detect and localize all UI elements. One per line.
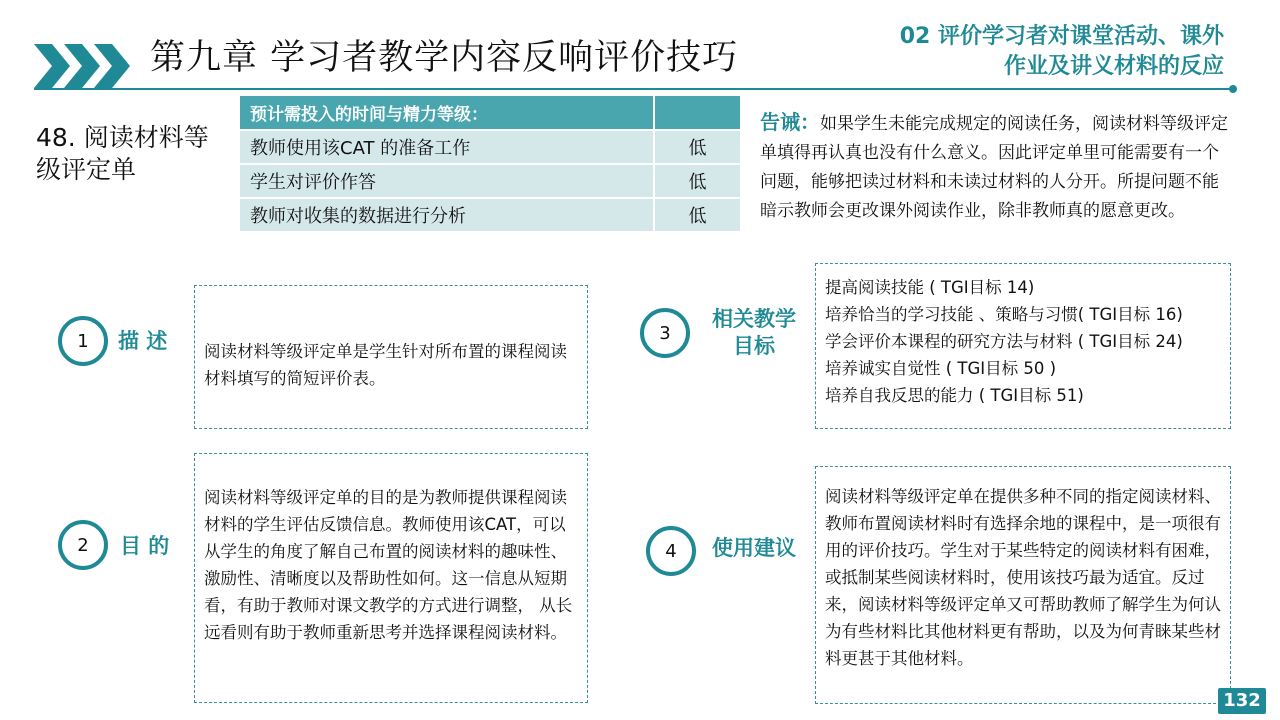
header-divider	[34, 88, 1232, 90]
item-title-line2: 级评定单	[36, 155, 137, 184]
table-row	[240, 198, 740, 232]
section-label-describe: 描 述	[118, 329, 168, 353]
section-title	[784, 22, 1224, 82]
goal-item: 提高阅读技能 ( TGI目标 14)	[825, 278, 1035, 297]
goal-item: 培养诚实自觉性 ( TGI目标 50 )	[825, 359, 1057, 378]
table-header-row	[240, 96, 740, 130]
section-label-suggestions: 使用建议	[712, 536, 796, 560]
warning-label: 告诫：	[760, 110, 820, 134]
table-row-label: 教师使用该CAT 的准备工作	[240, 130, 654, 164]
section-number-circle-2: 2	[58, 520, 108, 570]
suggestions-box	[815, 466, 1231, 704]
section-number-circle-4: 4	[646, 526, 696, 576]
goals-list	[825, 274, 1225, 409]
chevron-arrows-icon	[34, 44, 130, 88]
goal-item: 培养恰当的学习技能 、策略与习惯( TGI目标 16)	[825, 305, 1183, 324]
describe-text: 阅读材料等级评定单是学生针对所布置的课程阅读材料填写的简短评价表。	[204, 342, 567, 388]
describe-box	[194, 285, 588, 429]
header-divider-dot	[1229, 85, 1237, 93]
purpose-box	[194, 453, 588, 703]
purpose-text: 阅读材料等级评定单的目的是为教师提供课程阅读材料的学生评估反馈信息。教师使用该CAT，可以从学生的角度了解自己布置的阅读材料的趣味性、激励性、清晰度以及帮助性如何。这一信息从短期看，有助于教师对课文教学的方式进行调整， 从长远看则有助于教师重新思考并选择课程阅读材料。	[204, 488, 573, 642]
chapter-title: 第九章 学习者教学内容反响评价技巧	[150, 38, 739, 78]
table-row	[240, 130, 740, 164]
item-title-line1: 48. 阅读材料等	[36, 123, 209, 152]
goals-label-line2: 目标	[733, 334, 775, 358]
page-number: 132	[1218, 688, 1266, 714]
table-row-label: 学生对评价作答	[240, 164, 654, 198]
warning-note	[760, 108, 1230, 226]
item-title	[36, 122, 236, 186]
goals-box	[815, 263, 1231, 429]
table-row	[240, 164, 740, 198]
section-number-circle-3: 3	[640, 308, 690, 358]
suggestions-text: 阅读材料等级评定单在提供多种不同的指定阅读材料、教师布置阅读材料时有选择余地的课程中，是一项很有用的评价技巧。学生对于某些特定的阅读材料有困难，或抵制某些阅读材料时，使用该技巧最为适宜。反过来，阅读材料等级评定单又可帮助教师了解学生为何认为有些材料比其他材料更有帮助，以及为何青睐某些材料更甚于其他材料。	[825, 487, 1221, 668]
section-number-circle-1: 1	[58, 316, 108, 366]
table-row-level: 低	[654, 164, 740, 198]
table-row-level: 低	[654, 198, 740, 232]
goals-label-line1: 相关教学	[712, 307, 796, 331]
effort-level-table	[240, 96, 740, 233]
warning-text: 如果学生未能完成规定的阅读任务，阅读材料等级评定单填得再认真也没有什么意义。因此评定单里可能需要有一个问题，能够把读过材料和未读过材料的人分开。所提问题不能暗示教师会更改课外阅读作业，除非教师真的愿意更改。	[760, 114, 1228, 221]
section-label-purpose: 目 的	[120, 534, 170, 558]
section-label-goals	[704, 306, 804, 360]
table-header-cell: 预计需投入的时间与精力等级：	[240, 96, 654, 130]
goal-item: 培养自我反思的能力 ( TGI目标 51)	[825, 386, 1084, 405]
goal-item: 学会评价本课程的研究方法与材料 ( TGI目标 24)	[825, 332, 1183, 351]
section-title-line2: 作业及讲义材料的反应	[1003, 54, 1224, 79]
section-title-line1: 02 评价学习者对课堂活动、课外	[899, 24, 1224, 49]
table-header-empty-cell	[654, 96, 740, 130]
table-row-label: 教师对收集的数据进行分析	[240, 198, 654, 232]
table-row-level: 低	[654, 130, 740, 164]
